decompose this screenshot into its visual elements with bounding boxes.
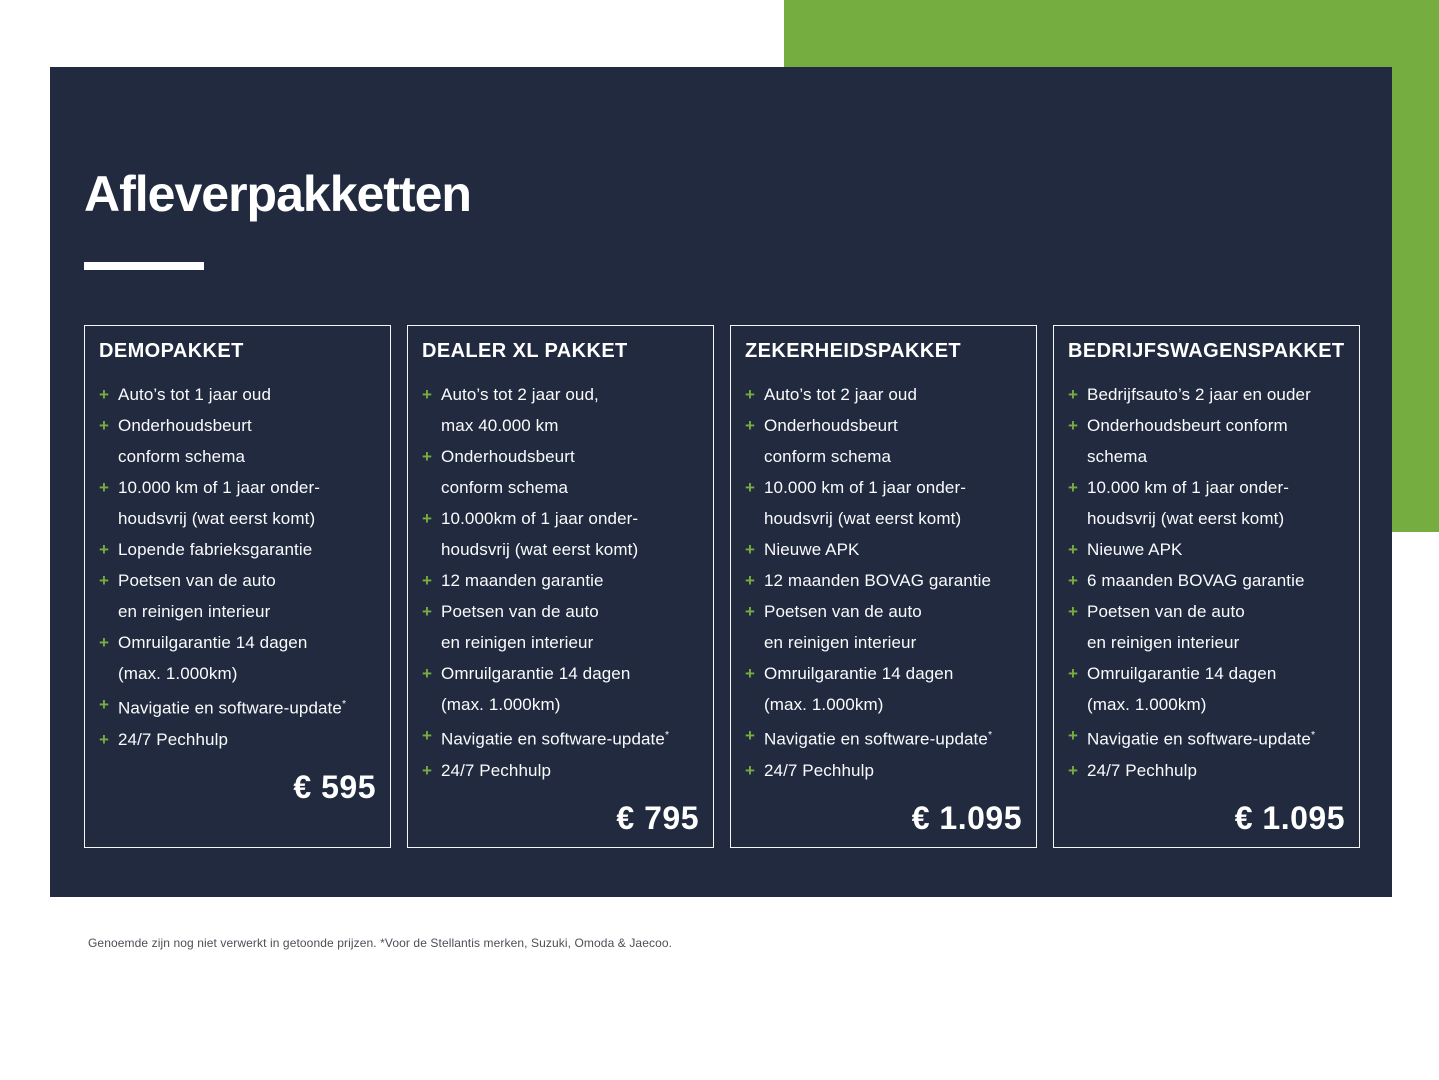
feature-text: Navigatie en software-update* — [441, 729, 670, 749]
feature-text: 24/7 Pechhulp — [764, 760, 874, 780]
feature-text: 10.000 km of 1 jaar onder- houdsvrij (wat eerst komt) — [1087, 478, 1289, 528]
package-cards — [84, 325, 1392, 848]
feature-item — [1068, 379, 1345, 410]
feature-item — [745, 596, 1022, 658]
plus-icon: + — [99, 729, 109, 749]
feature-item — [745, 410, 1022, 472]
feature-text: Poetsen van de auto en reinigen interieur — [1087, 602, 1245, 652]
footnote: Genoemde zijn nog niet verwerkt in getoonde prijzen. *Voor de Stellantis merken, Suzuki, Omoda & Jaecoo. — [88, 936, 673, 950]
plus-icon: + — [1068, 385, 1078, 404]
plus-icon: + — [422, 602, 432, 621]
feature-item — [745, 658, 1022, 720]
plus-icon: + — [422, 664, 432, 683]
feature-item — [422, 379, 699, 441]
feature-item — [1068, 534, 1345, 565]
plus-icon: + — [99, 695, 109, 714]
plus-icon: + — [745, 602, 755, 621]
package-title: BEDRIJFSWAGENSPAKKET — [1068, 340, 1345, 362]
package-card — [84, 325, 391, 848]
plus-icon: + — [1068, 602, 1078, 621]
plus-icon: + — [745, 571, 755, 590]
plus-icon: + — [422, 571, 432, 590]
plus-icon: + — [422, 726, 432, 745]
feature-list — [99, 379, 376, 755]
feature-text: Navigatie en software-update* — [764, 729, 993, 749]
feature-item — [1068, 410, 1345, 472]
plus-icon: + — [99, 385, 109, 404]
feature-item — [422, 596, 699, 658]
feature-text: 10.000 km of 1 jaar onder- houdsvrij (wat eerst komt) — [118, 478, 320, 528]
feature-text: Poetsen van de auto en reinigen interieur — [118, 571, 276, 621]
feature-item — [422, 755, 699, 786]
feature-text: 12 maanden garantie — [441, 571, 604, 590]
feature-text: 24/7 Pechhulp — [118, 729, 228, 749]
feature-item — [99, 534, 376, 565]
feature-item — [422, 441, 699, 503]
feature-text: 24/7 Pechhulp — [1087, 760, 1197, 780]
feature-item — [99, 724, 376, 755]
package-title: DEMOPAKKET — [99, 340, 244, 362]
feature-text: Lopende fabrieksgarantie — [118, 540, 313, 559]
feature-text: Nieuwe APK — [764, 540, 860, 559]
package-title: DEALER XL PAKKET — [422, 340, 628, 362]
feature-text: Poetsen van de auto en reinigen interieur — [441, 602, 599, 652]
plus-icon: + — [1068, 571, 1078, 590]
feature-item — [422, 565, 699, 596]
plus-icon: + — [99, 633, 109, 652]
feature-item — [99, 689, 376, 724]
feature-item — [99, 627, 376, 689]
feature-item — [745, 379, 1022, 410]
feature-item — [745, 720, 1022, 755]
package-card — [1053, 325, 1360, 848]
plus-icon: + — [422, 447, 432, 466]
feature-item — [1068, 658, 1345, 720]
feature-text: Omruilgarantie 14 dagen (max. 1.000km) — [118, 633, 308, 683]
title-underline — [84, 262, 204, 270]
feature-item — [422, 658, 699, 720]
package-price: € 1.095 — [1234, 799, 1345, 836]
feature-item — [745, 534, 1022, 565]
plus-icon: + — [745, 478, 755, 497]
feature-text: Navigatie en software-update* — [1087, 729, 1316, 749]
feature-item — [1068, 565, 1345, 596]
package-price: € 795 — [616, 799, 699, 836]
plus-icon: + — [422, 385, 432, 404]
packages-panel — [50, 67, 1392, 897]
feature-item — [1068, 720, 1345, 755]
feature-text: 6 maanden BOVAG garantie — [1087, 571, 1305, 590]
plus-icon: + — [1068, 416, 1078, 435]
plus-icon: + — [99, 478, 109, 497]
plus-icon: + — [422, 760, 432, 780]
feature-text: 12 maanden BOVAG garantie — [764, 571, 992, 590]
feature-item — [745, 472, 1022, 534]
plus-icon: + — [422, 509, 432, 528]
package-card — [407, 325, 714, 848]
package-card — [730, 325, 1037, 848]
feature-item — [422, 720, 699, 755]
plus-icon: + — [745, 416, 755, 435]
page-title: Afleverpakketten — [84, 166, 471, 222]
feature-text: Onderhoudsbeurt conform schema — [764, 416, 898, 466]
feature-item — [99, 410, 376, 472]
plus-icon: + — [1068, 726, 1078, 745]
feature-text: Auto’s tot 2 jaar oud, max 40.000 km — [441, 385, 599, 435]
plus-icon: + — [99, 540, 109, 559]
feature-item — [99, 379, 376, 410]
feature-text: 10.000 km of 1 jaar onder- houdsvrij (wat eerst komt) — [764, 478, 966, 528]
feature-text: Bedrijfsauto’s 2 jaar en ouder — [1087, 385, 1311, 404]
plus-icon: + — [745, 664, 755, 683]
feature-item — [99, 565, 376, 627]
feature-item — [1068, 755, 1345, 786]
feature-text: Nieuwe APK — [1087, 540, 1183, 559]
feature-text: Omruilgarantie 14 dagen (max. 1.000km) — [441, 664, 631, 714]
feature-text: Onderhoudsbeurt conform schema — [1087, 416, 1288, 466]
package-price: € 595 — [293, 768, 376, 805]
feature-text: Auto’s tot 2 jaar oud — [764, 385, 917, 404]
plus-icon: + — [745, 760, 755, 780]
feature-text: Onderhoudsbeurt conform schema — [441, 447, 575, 497]
feature-text: Auto’s tot 1 jaar oud — [118, 385, 271, 404]
feature-item — [745, 755, 1022, 786]
feature-text: 24/7 Pechhulp — [441, 760, 551, 780]
feature-text: Onderhoudsbeurt conform schema — [118, 416, 252, 466]
feature-item — [1068, 596, 1345, 658]
plus-icon: + — [745, 540, 755, 559]
package-price: € 1.095 — [911, 799, 1022, 836]
plus-icon: + — [1068, 540, 1078, 559]
feature-text: Navigatie en software-update* — [118, 698, 347, 718]
feature-text: Omruilgarantie 14 dagen (max. 1.000km) — [764, 664, 954, 714]
feature-list — [745, 379, 1022, 786]
plus-icon: + — [1068, 664, 1078, 683]
feature-item — [1068, 472, 1345, 534]
feature-list — [1068, 379, 1345, 786]
feature-text: Omruilgarantie 14 dagen (max. 1.000km) — [1087, 664, 1277, 714]
plus-icon: + — [99, 571, 109, 590]
feature-item — [422, 503, 699, 565]
feature-text: Poetsen van de auto en reinigen interieur — [764, 602, 922, 652]
package-title: ZEKERHEIDSPAKKET — [745, 340, 962, 362]
feature-list — [422, 379, 699, 786]
feature-item — [99, 472, 376, 534]
feature-text: 10.000km of 1 jaar onder- houdsvrij (wat eerst komt) — [441, 509, 639, 559]
plus-icon: + — [99, 416, 109, 435]
plus-icon: + — [745, 726, 755, 745]
plus-icon: + — [1068, 760, 1078, 780]
feature-item — [745, 565, 1022, 596]
plus-icon: + — [1068, 478, 1078, 497]
plus-icon: + — [745, 385, 755, 404]
